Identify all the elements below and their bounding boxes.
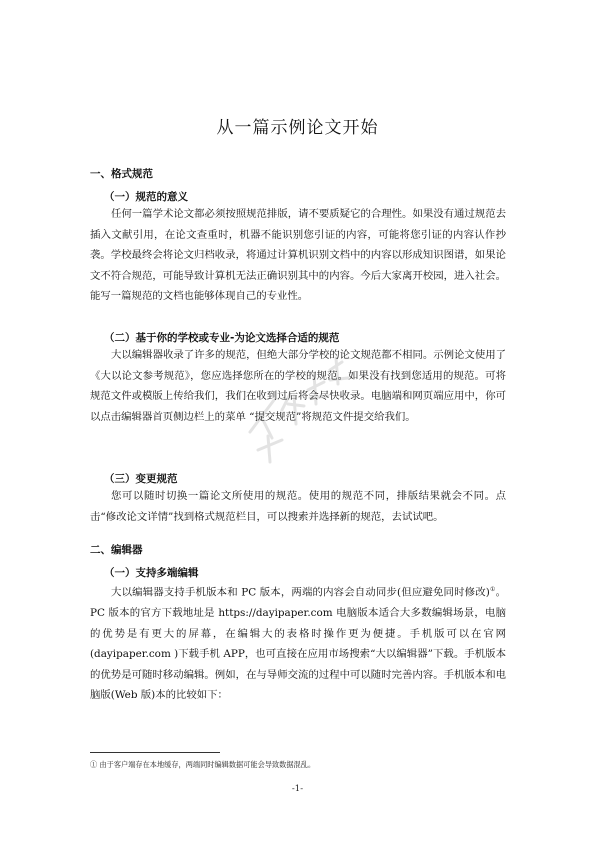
paragraph-multi-device-part-b: 。PC 版本的官方下载地址是 https://dayipaper.com 电脑版本适合大多数编辑场景，电脑的优势是有更大的屏幕，在编辑大的表格时操作更为便捷。手机版可以在官网(dayipaper.com )下载手机 APP，也可直接在应用市场搜索“大以编辑器”下载。手机版本的优势是可随时移动编辑。例如，在与导师交流的过程中可以随时完善内容。手机版本和电脑版(Web 版)本的比较如下： [90,586,506,702]
footnote-marker[interactable]: ① [489,586,496,593]
paragraph-meaning: 任何一篇学术论文都必须按照规范排版，请不要质疑它的合理性。如果没有通过规范去插入文献引用，在论文查重时，机器不能识别您引证的内容，可能将您引证的内容认作抄袭。学校最终会将论文归档收录，将通过计算机识别文档中的内容以形成知识图谱，如果论文不符合规范，可能导致计算机无法正确识别其中的内容。今后大家离开校园，进入社会。能写一篇规范的文档也能够体现自己的专业性。 [90,208,506,303]
paragraph-choose-spec: 大以编辑器收录了许多的规范，但绝大部分学校的论文规范都不相同。示例论文使用了《大以论文参考规范》，您应选择您所在的学校的规范。如果没有找到您适用的规范。可将规范文件或模版上传给我们，我们在收到过后将会尽快收录。电脑端和网页端应用中，你可以点击编辑器首页侧边栏上的菜单 “提交规范”将规范文件提交给我们。 [90,349,506,423]
subsection-heading-multi-device: （一）支持多端编辑 [104,567,199,579]
page-number: -1- [291,784,304,794]
subsection-heading-meaning: （一）规范的意义 [104,191,188,203]
paragraph-multi-device [90,580,506,706]
section-heading-editor: 二、编辑器 [90,544,143,556]
subsection-heading-choose-spec: （二）基于你的学校或专业-为论文选择合适的规范 [104,332,340,344]
paragraph-change-spec: 您可以随时切换一篇论文所使用的规范。使用的规范不同，排版结果就会不同。点击“修改论文详情”找到格式规范栏目，可以搜索并选择新的规范，去试试吧。 [90,490,506,523]
paragraph-multi-device-part-a: 大以编辑器支持手机版本和 PC 版本，两端的内容会自动同步(但应避免同时修改) [111,586,490,599]
page-title: 从一篇示例论文开始 [216,118,379,138]
subsection-heading-change-spec: （三）变更规范 [104,473,178,485]
footnote-divider [90,752,220,753]
watermark-icon [238,340,358,470]
section-heading-format: 一、格式规范 [90,168,153,180]
footnote: ① 由于客户端存在本地缓存，两端同时编辑数据可能会导致数据混乱。 [90,760,316,769]
